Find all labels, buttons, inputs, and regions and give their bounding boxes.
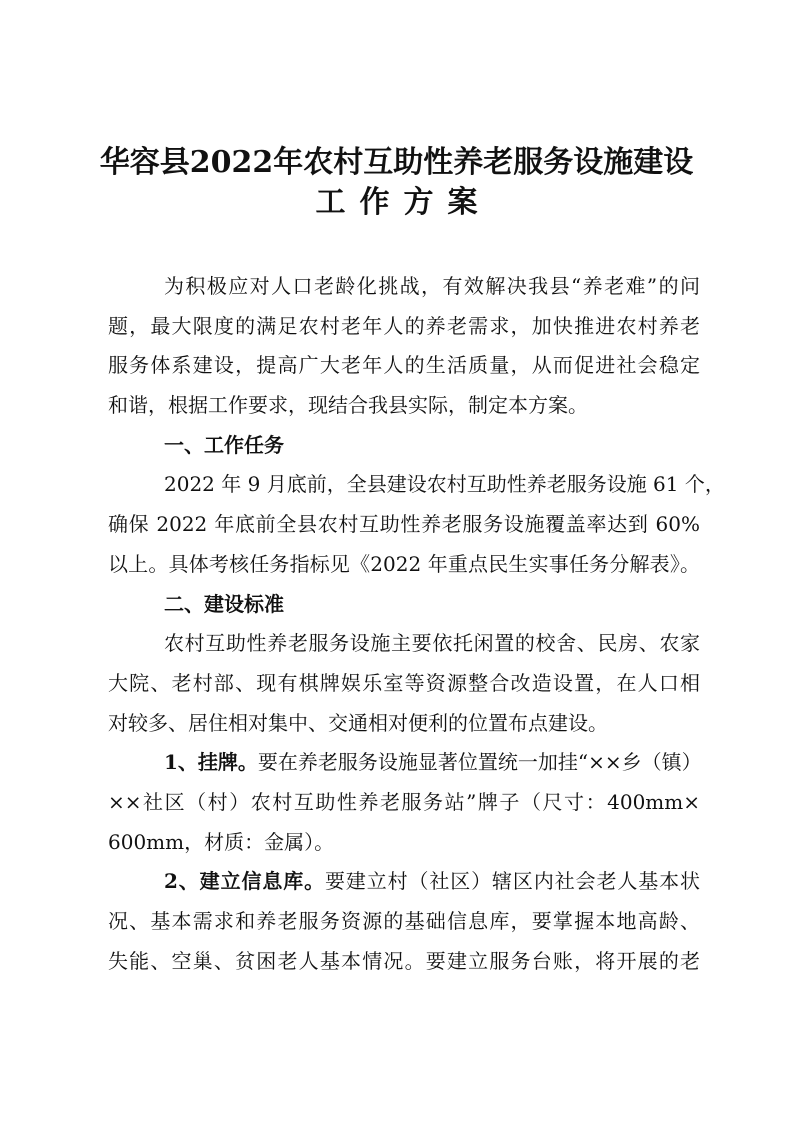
document-title [0,143,793,223]
section1-line: 以上。具体考核任务指标见《2022 年重点民生实事任务分解表》。 [108,551,700,576]
item-2-line: 失能、空巢、贫困老人基本情况。要建立服务台账，将开展的老 [108,948,700,973]
intro-line: 为积极应对人口老龄化挑战，有效解决我县“养老难”的问 [164,274,700,298]
item-2-label: 2、建立信息库。 [164,869,325,894]
item-1-first-line [108,743,700,783]
section-heading-1: 一、工作任务 [164,432,284,457]
intro-line: 题，最大限度的满足农村老年人的养老需求，加快推进农村养老 [108,313,700,338]
section2-line: 对较多、居住相对集中、交通相对便利的位置布点建设。 [108,710,608,735]
item-2-line: 况、基本需求和养老服务资源的基础信息库，要掌握本地高龄、 [108,909,700,933]
item-2-first-line [108,862,700,902]
item-1-line: ××社区（村）农村互助性养老服务站”牌子（尺寸：400mm× [108,789,700,814]
section1-line: 确保 2022 年底前全县农村互助性养老服务设施覆盖率达到 60% [108,512,700,537]
section1-line: 2022 年 9 月底前，全县建设农村互助性养老服务设施 61 个， [164,472,725,497]
section-heading-2: 二、建设标准 [164,591,284,616]
item-1-line: 600mm，材质：金属）。 [108,829,335,854]
item-2-text: 要建立村（社区）辖区内社会老人基本状 [324,869,700,894]
intro-line: 服务体系建设，提高广大老年人的生活质量，从而促进社会稳定 [108,353,700,378]
section2-line: 农村互助性养老服务设施主要依托闲置的校舍、民房、农家 [164,631,700,656]
item-1-text: 要在养老服务设施显著位置统一加挂“××乡（镇） [257,750,702,775]
title-line-1: 华容县2022年农村互助性养老服务设施建设 [99,145,694,180]
section2-line: 大院、老村部、现有棋牌娱乐室等资源整合改造设置，在人口相 [108,670,700,695]
title-line-2: 工作方案 [315,185,492,220]
intro-line: 和谐，根据工作要求，现结合我县实际，制定本方案。 [108,393,588,418]
document-body [108,267,725,981]
item-1-label: 1、挂牌。 [164,750,258,775]
